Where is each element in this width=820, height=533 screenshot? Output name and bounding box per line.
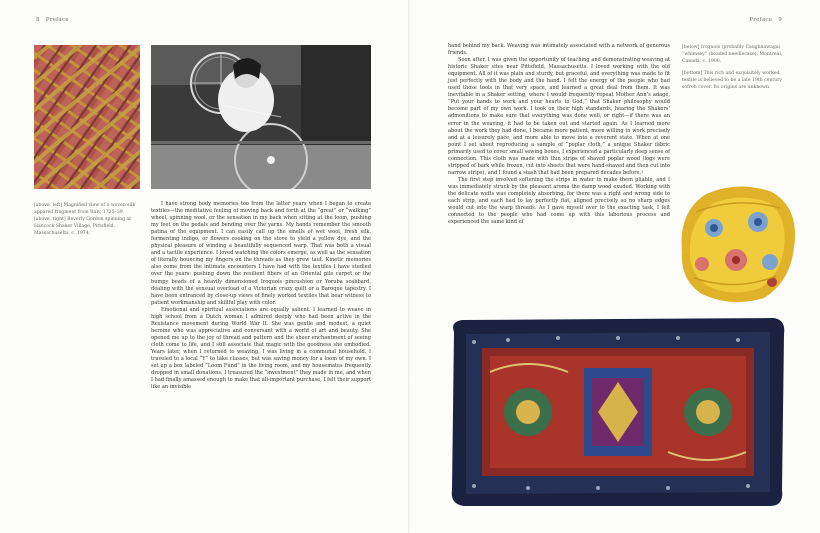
spinning-wheel-photo [151, 45, 371, 189]
sofreh-cover-photo [448, 312, 788, 512]
page-number-left: 8 [36, 17, 40, 23]
running-head-left [32, 17, 69, 23]
left-paragraph-2: Emotional and spiritual associations are equally salient. I learned to weave in high school from a Dutch woman I admired deeply who had been active in the Resistance movement during World War II. She was gentle and modest, a quiet heroine who was appreciative and conversant with a world of art and beauty. She opened me up to the joy of thread and pattern and the sheer enchantment of seeing cloth come to life, and I still associate that magic with the goodness she embodied. Years later, when I returned to weaving, I was living in a communal household. I traveled to a local “Y” to take classes, but was saving money for a loom of my own. I set up a box labeled “Loom Fund” in the living room, and my housemates frequently dropped in small donations. I treasured the “investment” they made in me, and when I had finally amassed enough to make that all-important purchase, I felt their support like an invisible [151, 306, 371, 391]
left-paragraph-1: I have strong body memories too from the latter years when I began to create textiles—the meditative feeling of moving back and forth at the “great” or “walking” wheel, spinning wool, or the sensation in my back when sitting at the loom, pushing my feet on the pedals and bending over the yarns. My hands remember the smooth patina of the equipment. I can easily call up the smells of wet wool, fresh silk, fermenting indigo, or flowers cooking on the stove to yield a yellow dye, and the physical pleasure of winding a beautifully sequenced warp. That was both a visual and a tactile experience. I loved watching the colors emerge, as well as the sensation of literally bouncing my fingers on the threads as they grew taut. Kinetic memories also come from the intimate encounters I have had with the textiles I have studied over the years: pushing down the resilient fibers of an Oriental pile carpet or the bumpy beads of a heavily dimensioned Iroquois pincushion or Yoruba scabbard, dealing with the sensual overload of a Victorian crazy quilt or a Baroque tapestry. I have been entranced by close-up views of finely worked textiles that bear witness to patient workmanship and skillful play with color. [151, 201, 371, 306]
beaded-whimsey-photo [672, 182, 804, 308]
running-head-title-right: Preface [749, 17, 773, 23]
running-head-title-left: Preface [45, 17, 69, 23]
caption-sofreh: [bottom] This rich and exquisitely worked textile is believed to be a late 19th century sofreh cover. Its origins are unknown. [682, 71, 783, 90]
caption-silk: [above, left] Magnified view of a woven silk appareil fragment from Italy, 1725–39. [34, 203, 136, 215]
right-body-text [448, 43, 670, 226]
sofreh-image [448, 312, 788, 512]
left-body-text [151, 201, 371, 391]
right-paragraph-1: hand behind my back. Weaving was intimately associated with a network of generous friends. [448, 43, 670, 57]
left-photo-captions [34, 202, 140, 237]
right-paragraph-3: The first step involved softening the strips in water to make them pliable, and I was immediately struck by the pleasant aroma the damp wood exuded. Working with the delicate wefts was completely absorbing, for there was a right and wrong side to each strip, and each had to lay perfectly flat, aligned precisely so no sharp edges would cut into the warp threads. As I gave myself over to the exacting task, I felt connected to the people who had come up with this laborious process and experienced the same kind of [448, 176, 670, 226]
caption-needlecase: [below] Iroquois (probably Caughnawaga) “whimsey” (beaded needlecase), Montreal, Canada, c. 1900. [682, 45, 783, 64]
woven-silk-photo [34, 45, 140, 189]
woven-silk-image [34, 45, 140, 189]
right-paragraph-2: Soon after, I was given the opportunity of teaching and demonstrating weaving at historic Shaker sites near Pittsfield, Massachusetts. I loved working with the old equipment. All of it was plain and sturdy, but graceful, and everything was made to fit just perfectly with the body and the hand. I felt the energy of the people who had used those tools in that very space, and learned a great deal from them. It was inevitable in a Shaker setting, where I would frequently repeat Mother Ann’s adage, “Put your hands to work and your hearts to God,” that Shaker philosophy would become part of my own work. I took on their high standards, hearing the Shakers’ admonitions to make sure that everything was done well, or right—if there was an error in the weaving, it had to be taken out and started again. As I learned more about the work they had done, I became more patient, more willing to work precisely and at a leisurely pace, and more able to move into a reverent state. When at one point I set about reproducing a sample of “poplar cloth,” a unique Shaker fabric primarily used to cover small sewing boxes, I experienced a particularly deep sense of connection. This cloth was made with thin strips of shaved poplar wood (logs were stripped of bark while frozen, cut into sheets that were hand-shaved and then cut into narrow strips), and I found a stash that had been prepared decades before.³ [448, 57, 670, 176]
caption-spinning: [above, right] Beverly Gordon spinning at Hancock Shaker Village, Pittsfield, Massachusetts, c. 1974. [34, 217, 132, 236]
spinning-photo-image [151, 45, 371, 189]
whimsey-image [672, 182, 804, 308]
right-page [410, 0, 820, 533]
right-captions [682, 44, 794, 91]
running-head-right [749, 17, 786, 23]
page-number-right: 9 [778, 17, 782, 23]
